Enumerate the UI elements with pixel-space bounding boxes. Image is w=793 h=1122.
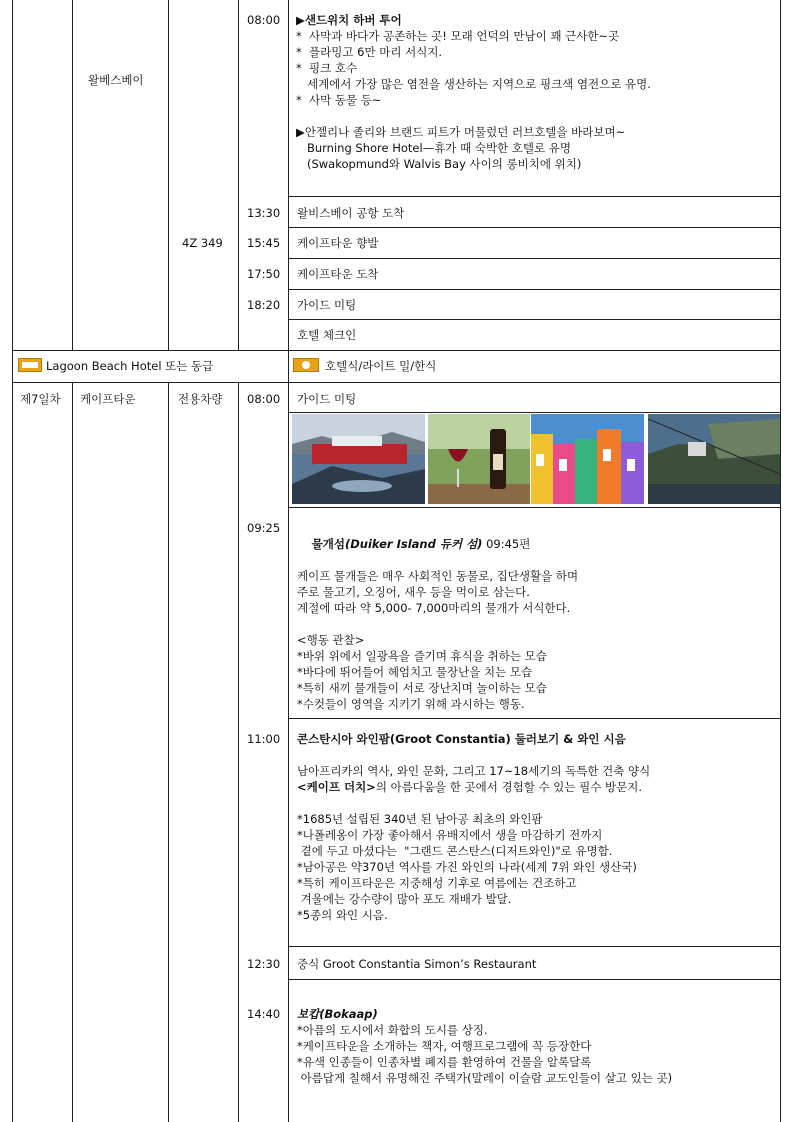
row-checkin-text: 호텔 체크인 (297, 328, 357, 342)
bed-icon (18, 358, 42, 372)
time-1230: 12:30 (247, 957, 281, 971)
hline-lunch-bottom (288, 979, 780, 980)
hline-day7-meet (288, 412, 780, 413)
sandwich-line: 세계에서 가장 많은 염전을 생산하는 지역으로 핑크색 염전으로 유명. (296, 77, 651, 91)
hline-1750 (288, 258, 780, 259)
sandwich-line: * 플라밍고 6만 마리 서식지. (296, 45, 443, 59)
hotel-name: Lagoon Beach Hotel 또는 동급 (46, 359, 214, 373)
sandwich-line: ▶안젤리나 졸리와 브랜드 피트가 머물렀던 러브호텔을 바라보며~ (296, 125, 626, 139)
wine-block (297, 731, 777, 923)
guide-meeting-text: 가이드 미팅 (297, 392, 357, 406)
seal-title-en: (Duiker Island 듀커 섬) (344, 537, 483, 551)
cape-dutch-label: <케이프 더치> (297, 780, 376, 794)
row-1820-text: 가이드 미팅 (297, 298, 357, 312)
row-1330-text: 왈비스베이 공항 도착 (297, 206, 405, 220)
sandwich-title: ▶샌드위치 하버 투어 (296, 13, 402, 27)
time-0800-guide: 08:00 (247, 392, 281, 406)
bokaap-line: *유색 인종들이 인종차별 폐지를 환영하여 건물을 알록달록 (297, 1055, 592, 1069)
sandwich-line (296, 108, 776, 124)
time-0800-sandwich: 08:00 (247, 13, 281, 27)
seal-line: *특히 새끼 물개들이 서로 장난치며 놀이하는 모습 (297, 681, 547, 695)
divider-transport-time-2 (238, 382, 239, 1122)
day-label: 제7일차 (20, 392, 61, 406)
bokaap-block (297, 1006, 777, 1086)
wine-line: 겨울에는 강수량이 많아 포도 재배가 발달. (297, 892, 512, 906)
divider-hotel-meal (288, 350, 289, 382)
sandwich-line: (Swakopmund와 Walvis Bay 사이의 롱비치에 위치) (296, 157, 582, 171)
wine-line: *5종의 와인 시음. (297, 908, 388, 922)
time-1545: 15:45 (247, 236, 281, 250)
bokaap-lines (297, 1022, 777, 1086)
wine-intro-2-rest: 의 아름다움을 한 곳에서 경험할 수 있는 필수 방문지. (375, 780, 643, 794)
seal-line: 계절에 따라 약 5,000- 7,000마리의 물개가 서식한다. (297, 601, 571, 615)
wine-intro-2 (297, 779, 777, 795)
divider-time-content-2 (288, 382, 289, 1122)
wine-lines (297, 811, 777, 923)
sandwich-line: * 핑크 호수 (296, 61, 358, 75)
wine-line: *특히 케이프타운은 지중해성 기후로 여름에는 건조하고 (297, 876, 577, 890)
time-1820: 18:20 (247, 298, 281, 312)
time-1330: 13:30 (247, 206, 281, 220)
sandwich-lines (296, 28, 776, 172)
divider-transport-time (238, 0, 239, 350)
bokaap-line: *케이프타운을 소개하는 책자, 여행프로그램에 꼭 등장한다 (297, 1039, 592, 1053)
table-mountain-cable-photo (648, 414, 780, 504)
time-1440: 14:40 (247, 1007, 281, 1021)
seal-lines (297, 568, 777, 712)
seal-island-block (297, 520, 777, 712)
hline-hotel-top (12, 350, 780, 351)
row-1545-text: 케이프타운 향발 (297, 236, 379, 250)
seal-title-departure: 09:45편 (482, 537, 531, 551)
hline-hotel-bottom (12, 382, 780, 383)
sandwich-line: * 사막과 바다가 공존하는 곳! 모래 언덕의 만남이 꽤 근사한~곳 (296, 29, 620, 43)
wine-line: *1685년 설립된 340년 된 남아공 최초의 와인팜 (297, 812, 543, 826)
bokaap-title: 보캅(Bokaap) (297, 1007, 378, 1021)
bokaap-line: 아름답게 칠해서 유명해진 주택가(말레이 이슬람 교도인들이 살고 있는 곳) (297, 1071, 673, 1085)
hline-photos-bottom (288, 507, 780, 508)
city-walvisbay: 왈베스베이 (88, 73, 144, 87)
divider-city-transport (168, 0, 169, 350)
border-left (12, 0, 13, 1122)
sandwich-harbour-block (296, 12, 776, 172)
seal-line: *수컷들이 영역을 지키기 위해 과시하는 행동. (297, 697, 525, 711)
flight-number: 4Z 349 (182, 236, 223, 250)
seal-line: <행동 관찰> (297, 633, 365, 647)
seal-title-line (297, 520, 777, 568)
sandwich-line: * 사막 동물 등~ (296, 93, 382, 107)
row-1750-text: 케이프타운 도착 (297, 267, 379, 281)
hline-1330 (288, 196, 780, 197)
seal-line (297, 616, 777, 632)
divider-city-transport-2 (168, 382, 169, 1122)
hline-checkin (288, 319, 780, 320)
wine-photo (428, 414, 530, 504)
day-transport: 전용차량 (178, 392, 223, 406)
time-0925: 09:25 (247, 521, 281, 535)
seal-line: 케이프 물개들은 매우 사회적인 동물로, 집단생활을 하며 (297, 569, 579, 583)
seal-line: *바위 위에서 일광욕을 즐기며 휴식을 취하는 모습 (297, 649, 547, 663)
bokaap-houses-photo (531, 414, 644, 504)
divider-day-city (72, 0, 73, 350)
divider-time-content (288, 0, 289, 350)
seal-title-main: 물개섬 (311, 537, 345, 551)
hline-seal-bottom (288, 718, 780, 719)
divider-day-city-2 (72, 382, 73, 1122)
lunch-text: 중식 Groot Constantia Simon’s Restaurant (297, 957, 537, 971)
time-1750: 17:50 (247, 267, 281, 281)
bokaap-line: *아픔의 도시에서 화합의 도시를 상징. (297, 1023, 488, 1037)
hline-1820 (288, 289, 780, 290)
wine-line: *나폴레옹이 가장 좋아해서 유배지에서 생을 마감하기 전까지 (297, 828, 603, 842)
day-city: 케이프타운 (80, 392, 136, 406)
wine-line: *남아공은 약370년 역사를 가진 와인의 나라(세계 7위 와인 생산국) (297, 860, 637, 874)
seal-line: *바다에 뛰어들어 헤엄치고 물장난을 치는 모습 (297, 665, 533, 679)
wine-line: 곁에 두고 마셨다는 "그랜드 콘스탄스(디저트와인)"로 유명함. (297, 844, 613, 858)
seal-boat-photo (292, 414, 425, 504)
wine-intro-1: 남아프리카의 역사, 와인 문화, 그리고 17~18세기의 독특한 건축 양식 (297, 764, 651, 778)
border-right (780, 0, 781, 1122)
time-1100: 11:00 (247, 732, 281, 746)
sandwich-line: Burning Shore Hotel—휴가 때 숙박한 호텔로 유명 (296, 141, 572, 155)
meal-text: 호텔식/라이트 밀/한식 (325, 359, 437, 373)
hline-wine-bottom (288, 946, 780, 947)
seal-line: 주로 물고기, 오징어, 새우 등을 먹이로 삼는다. (297, 585, 530, 599)
meal-icon (293, 358, 319, 372)
hline-1545 (288, 227, 780, 228)
wine-title: 콘스탄시아 와인팜(Groot Constantia) 둘러보기 & 와인 시음 (297, 732, 626, 746)
